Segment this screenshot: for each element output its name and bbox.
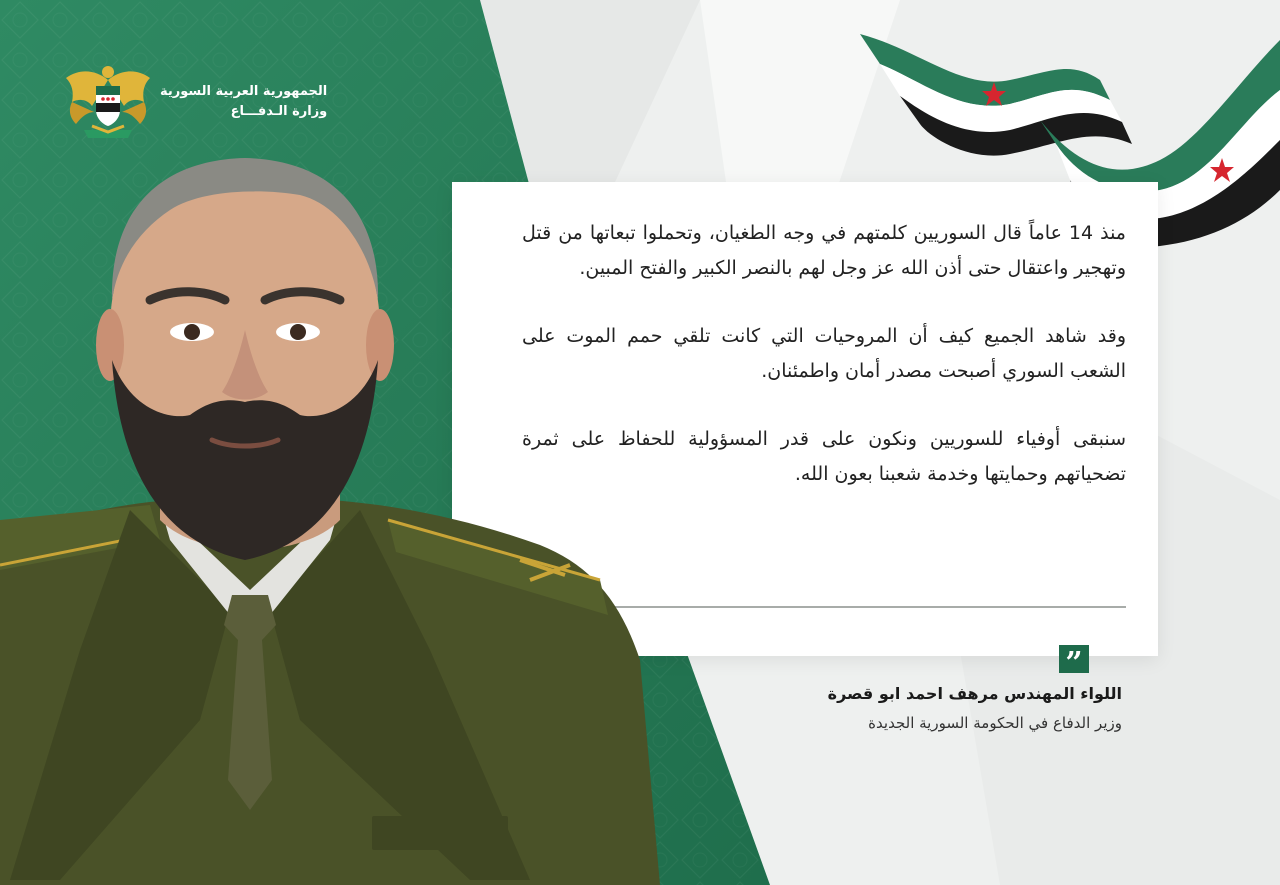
ministry-title: وزارة الـدفـــاع [230,104,328,119]
quote-paragraph: وقد شاهد الجميع كيف أن المروحيات التي كانت تلقي حمم الموت على الشعب السوري أصبحت مصدر أمان واطمئنان. [522,325,1126,382]
country-name: الجمهورية العربية السورية [160,84,328,99]
speaker-attribution [828,683,1122,737]
speaker-title: وزير الدفاع في الحكومة السورية الجديدة [868,714,1122,732]
quote-icon: ” [1059,645,1089,673]
quote-paragraph: سنبقى أوفياء للسوريين ونكون على قدر المسؤولية للحفاظ على ثمرة تضحياتهم وحمايتها وخدمة شعبنا بعون الله. [522,428,1126,485]
speaker-name: اللواء المهندس مرهف احمد ابو قصرة [827,684,1122,703]
quote-paragraph: منذ 14 عاماً قال السوريين كلمتهم في وجه الطغيان، وتحملوا تبعاتها من قتل وتهجير واعتقال حتى أذن الله عز وجل لهم بالنصر الكبير والفتح المبين. [522,222,1126,279]
